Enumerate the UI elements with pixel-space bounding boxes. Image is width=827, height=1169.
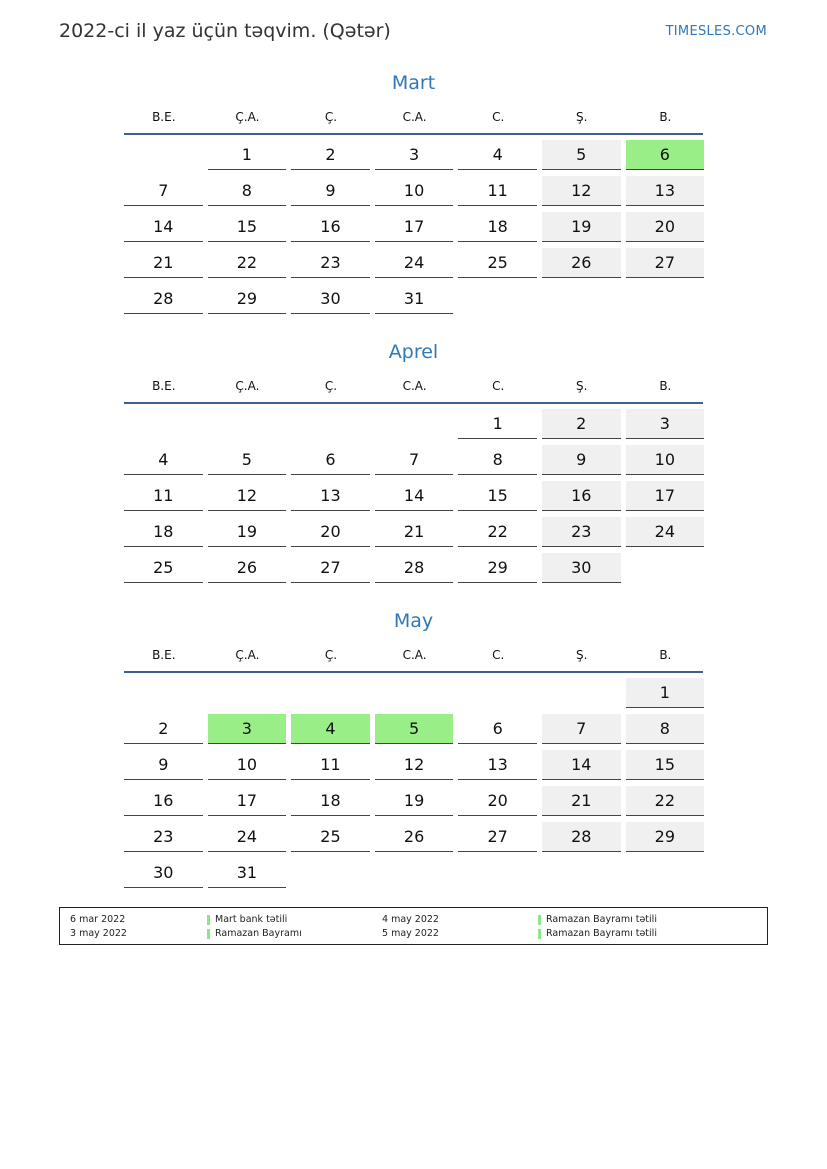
holiday-color-swatch <box>538 929 541 939</box>
day-cell <box>626 409 710 445</box>
day-number: 28 <box>124 284 203 314</box>
day-number: 28 <box>542 822 621 852</box>
day-number: 25 <box>291 822 370 852</box>
day-number: 20 <box>458 786 537 816</box>
weekday-label: C.A. <box>402 648 427 662</box>
day-number: 11 <box>291 750 370 780</box>
day-number: 31 <box>208 858 287 888</box>
day-cell <box>375 140 459 176</box>
weekday-label: B. <box>659 648 672 662</box>
day-cell <box>124 822 208 858</box>
day-number: 29 <box>458 553 537 583</box>
day-cell <box>542 750 626 786</box>
legend-holiday-name: Mart bank tətili <box>215 914 288 925</box>
day-cell <box>458 481 542 517</box>
day-number: 16 <box>542 481 621 511</box>
day-number: 6 <box>626 140 705 170</box>
day-number: 27 <box>626 248 705 278</box>
empty-cell <box>542 678 626 714</box>
weekday-label: Ç.A. <box>235 379 260 393</box>
weekday-label: Ç.A. <box>235 648 260 662</box>
day-cell <box>291 750 375 786</box>
day-number: 25 <box>458 248 537 278</box>
day-number: 3 <box>375 140 454 170</box>
day-cell <box>626 248 710 284</box>
day-number: 29 <box>208 284 287 314</box>
day-number: 19 <box>208 517 287 547</box>
day-number: 21 <box>542 786 621 816</box>
holiday-color-swatch <box>538 915 541 925</box>
weekday-label: B. <box>659 379 672 393</box>
day-cell <box>626 822 710 858</box>
day-cell <box>542 786 626 822</box>
day-number: 12 <box>375 750 454 780</box>
day-cell <box>208 284 292 320</box>
day-cell <box>208 517 292 553</box>
weekday-label: B.E. <box>152 379 176 393</box>
day-number: 25 <box>124 553 203 583</box>
day-cell <box>626 212 710 248</box>
day-number: 11 <box>124 481 203 511</box>
weekday-header <box>124 108 703 135</box>
empty-cell <box>291 409 375 445</box>
day-cell <box>124 284 208 320</box>
day-cell <box>375 176 459 212</box>
day-number: 8 <box>458 445 537 475</box>
legend-holiday-name: Ramazan Bayramı tətili <box>546 928 657 939</box>
empty-cell <box>375 678 459 714</box>
legend-holiday-name: Ramazan Bayramı tətili <box>546 914 657 925</box>
day-cell <box>626 140 710 176</box>
day-number: 23 <box>542 517 621 547</box>
day-grid <box>124 678 703 894</box>
day-number: 30 <box>124 858 203 888</box>
day-number: 27 <box>291 553 370 583</box>
empty-cell <box>124 140 208 176</box>
day-number: 8 <box>626 714 705 744</box>
weekday-header <box>124 646 703 673</box>
legend-date: 6 mar 2022 <box>70 914 126 925</box>
weekday-label: Ç.A. <box>235 110 260 124</box>
day-number: 12 <box>542 176 621 206</box>
legend-item <box>207 927 302 941</box>
day-cell <box>208 248 292 284</box>
day-cell <box>458 786 542 822</box>
day-cell <box>208 481 292 517</box>
weekday-label: C. <box>492 648 505 662</box>
weekday-header <box>124 377 703 404</box>
day-number: 17 <box>626 481 705 511</box>
day-cell <box>458 248 542 284</box>
day-number: 5 <box>375 714 454 744</box>
day-cell <box>458 714 542 750</box>
day-cell <box>208 212 292 248</box>
day-number: 4 <box>291 714 370 744</box>
day-cell <box>124 750 208 786</box>
empty-cell <box>375 409 459 445</box>
day-cell <box>291 284 375 320</box>
day-number: 1 <box>458 409 537 439</box>
day-number: 6 <box>458 714 537 744</box>
day-cell <box>291 140 375 176</box>
day-number: 10 <box>626 445 705 475</box>
day-number: 21 <box>124 248 203 278</box>
day-number: 6 <box>291 445 370 475</box>
day-number: 17 <box>375 212 454 242</box>
weekday-label: B. <box>659 110 672 124</box>
day-cell <box>458 822 542 858</box>
day-number: 26 <box>375 822 454 852</box>
day-cell <box>375 517 459 553</box>
day-grid <box>124 409 703 589</box>
day-cell <box>542 409 626 445</box>
legend-dates-2 <box>382 913 439 941</box>
day-number: 24 <box>375 248 454 278</box>
day-number: 9 <box>291 176 370 206</box>
day-number: 9 <box>124 750 203 780</box>
empty-cell <box>124 678 208 714</box>
day-cell <box>291 445 375 481</box>
day-number: 26 <box>542 248 621 278</box>
weekday-label: C. <box>492 379 505 393</box>
day-cell <box>542 176 626 212</box>
legend-item <box>538 913 657 927</box>
day-number: 2 <box>542 409 621 439</box>
holiday-color-swatch <box>207 915 210 925</box>
weekday-label: Ş. <box>576 379 588 393</box>
day-number: 13 <box>458 750 537 780</box>
day-cell <box>291 212 375 248</box>
weekday-label: C. <box>492 110 505 124</box>
day-number: 22 <box>458 517 537 547</box>
day-cell <box>208 140 292 176</box>
weekday-label: C.A. <box>402 379 427 393</box>
day-number: 17 <box>208 786 287 816</box>
day-cell <box>542 822 626 858</box>
weekday-label: Ç. <box>324 648 338 662</box>
page-title: 2022-ci il yaz üçün təqvim. (Qətər) <box>59 20 391 42</box>
day-cell <box>291 786 375 822</box>
empty-day <box>542 678 621 707</box>
day-number: 1 <box>208 140 287 170</box>
day-number: 4 <box>124 445 203 475</box>
day-cell <box>124 786 208 822</box>
weekday-label: C.A. <box>402 110 427 124</box>
legend-date: 4 may 2022 <box>382 914 439 925</box>
day-cell <box>291 481 375 517</box>
day-cell <box>291 822 375 858</box>
day-cell <box>291 714 375 750</box>
day-cell <box>124 553 208 589</box>
day-number: 19 <box>542 212 621 242</box>
day-cell <box>208 822 292 858</box>
empty-day <box>291 409 370 438</box>
day-number: 10 <box>375 176 454 206</box>
day-number: 22 <box>626 786 705 816</box>
day-number: 21 <box>375 517 454 547</box>
day-number: 15 <box>626 750 705 780</box>
day-number: 13 <box>291 481 370 511</box>
day-cell <box>542 481 626 517</box>
day-number: 16 <box>124 786 203 816</box>
day-cell <box>375 553 459 589</box>
month-title: Aprel <box>388 341 439 363</box>
day-number: 2 <box>291 140 370 170</box>
day-number: 30 <box>291 284 370 314</box>
day-cell <box>208 553 292 589</box>
day-cell <box>208 786 292 822</box>
day-number: 5 <box>542 140 621 170</box>
day-number: 23 <box>124 822 203 852</box>
empty-day <box>124 409 203 438</box>
day-cell <box>375 750 459 786</box>
day-cell <box>458 445 542 481</box>
day-cell <box>208 858 292 894</box>
day-cell <box>291 517 375 553</box>
day-cell <box>375 212 459 248</box>
day-cell <box>458 140 542 176</box>
day-number: 18 <box>291 786 370 816</box>
day-cell <box>208 714 292 750</box>
day-cell <box>458 553 542 589</box>
empty-cell <box>208 678 292 714</box>
day-number: 11 <box>458 176 537 206</box>
day-number: 14 <box>124 212 203 242</box>
day-number: 30 <box>542 553 621 583</box>
day-cell <box>208 445 292 481</box>
day-cell <box>291 248 375 284</box>
day-cell <box>458 212 542 248</box>
day-number: 5 <box>208 445 287 475</box>
month-april <box>124 338 703 589</box>
legend-names-2 <box>538 913 657 941</box>
day-cell <box>375 822 459 858</box>
empty-day <box>208 409 287 438</box>
day-number: 20 <box>291 517 370 547</box>
day-cell <box>124 714 208 750</box>
day-number: 3 <box>626 409 705 439</box>
day-cell <box>626 481 710 517</box>
day-cell <box>542 212 626 248</box>
day-number: 26 <box>208 553 287 583</box>
day-cell <box>626 714 710 750</box>
empty-day <box>375 409 454 438</box>
day-number: 15 <box>208 212 287 242</box>
day-number: 24 <box>626 517 705 547</box>
empty-cell <box>458 678 542 714</box>
day-cell <box>542 714 626 750</box>
day-cell <box>542 553 626 589</box>
day-grid <box>124 140 703 320</box>
day-cell <box>375 786 459 822</box>
day-cell <box>375 284 459 320</box>
month-title: May <box>393 610 434 632</box>
day-number: 18 <box>458 212 537 242</box>
empty-cell <box>291 678 375 714</box>
weekday-label: Ş. <box>576 648 588 662</box>
day-number: 7 <box>375 445 454 475</box>
month-march <box>124 69 703 320</box>
day-number: 22 <box>208 248 287 278</box>
day-cell <box>626 750 710 786</box>
day-number: 28 <box>375 553 454 583</box>
day-number: 13 <box>626 176 705 206</box>
day-number: 15 <box>458 481 537 511</box>
legend-item <box>207 913 302 927</box>
day-cell <box>626 176 710 212</box>
day-number: 4 <box>458 140 537 170</box>
day-number: 31 <box>375 284 454 314</box>
day-number: 23 <box>291 248 370 278</box>
day-number: 7 <box>542 714 621 744</box>
day-cell <box>375 714 459 750</box>
day-cell <box>124 248 208 284</box>
day-number: 16 <box>291 212 370 242</box>
weekday-label: B.E. <box>152 648 176 662</box>
legend-names-1 <box>207 913 302 941</box>
day-cell <box>626 445 710 481</box>
legend-date: 5 may 2022 <box>382 928 439 939</box>
day-number: 18 <box>124 517 203 547</box>
day-cell <box>626 678 710 714</box>
empty-day <box>375 678 454 707</box>
day-cell <box>124 481 208 517</box>
site-link[interactable]: TIMESLES.COM <box>665 24 767 39</box>
day-cell <box>291 553 375 589</box>
legend-holiday-name: Ramazan Bayramı <box>215 928 302 939</box>
day-number: 29 <box>626 822 705 852</box>
day-number: 3 <box>208 714 287 744</box>
day-cell <box>542 248 626 284</box>
day-number: 7 <box>124 176 203 206</box>
day-cell <box>208 176 292 212</box>
day-number: 9 <box>542 445 621 475</box>
day-number: 14 <box>375 481 454 511</box>
day-cell <box>124 176 208 212</box>
day-cell <box>542 445 626 481</box>
empty-cell <box>208 409 292 445</box>
empty-cell <box>124 409 208 445</box>
day-cell <box>458 176 542 212</box>
empty-day <box>291 678 370 707</box>
day-number: 20 <box>626 212 705 242</box>
day-number: 1 <box>626 678 705 708</box>
day-cell <box>124 445 208 481</box>
day-cell <box>626 786 710 822</box>
weekday-label: Ş. <box>576 110 588 124</box>
empty-day <box>458 678 537 707</box>
weekday-label: B.E. <box>152 110 176 124</box>
legend-date: 3 may 2022 <box>70 928 127 939</box>
day-number: 14 <box>542 750 621 780</box>
day-cell <box>626 517 710 553</box>
day-cell <box>124 212 208 248</box>
empty-day <box>124 678 203 707</box>
day-cell <box>124 517 208 553</box>
day-number: 27 <box>458 822 537 852</box>
day-number: 2 <box>124 714 203 744</box>
day-number: 19 <box>375 786 454 816</box>
legend-dates-1 <box>70 913 127 941</box>
holiday-color-swatch <box>207 929 210 939</box>
legend-item <box>538 927 657 941</box>
month-may <box>124 607 703 894</box>
day-cell <box>458 409 542 445</box>
weekday-label: Ç. <box>324 110 338 124</box>
day-cell <box>375 481 459 517</box>
day-cell <box>291 176 375 212</box>
day-number: 10 <box>208 750 287 780</box>
day-cell <box>542 517 626 553</box>
day-cell <box>208 750 292 786</box>
day-cell <box>375 248 459 284</box>
holiday-legend <box>59 907 768 945</box>
weekday-label: Ç. <box>324 379 338 393</box>
day-number: 12 <box>208 481 287 511</box>
day-cell <box>542 140 626 176</box>
empty-day <box>208 678 287 707</box>
month-title: Mart <box>391 72 436 94</box>
day-cell <box>458 750 542 786</box>
day-cell <box>375 445 459 481</box>
day-cell <box>124 858 208 894</box>
day-cell <box>458 517 542 553</box>
day-number: 24 <box>208 822 287 852</box>
day-number: 8 <box>208 176 287 206</box>
empty-day <box>124 140 203 169</box>
